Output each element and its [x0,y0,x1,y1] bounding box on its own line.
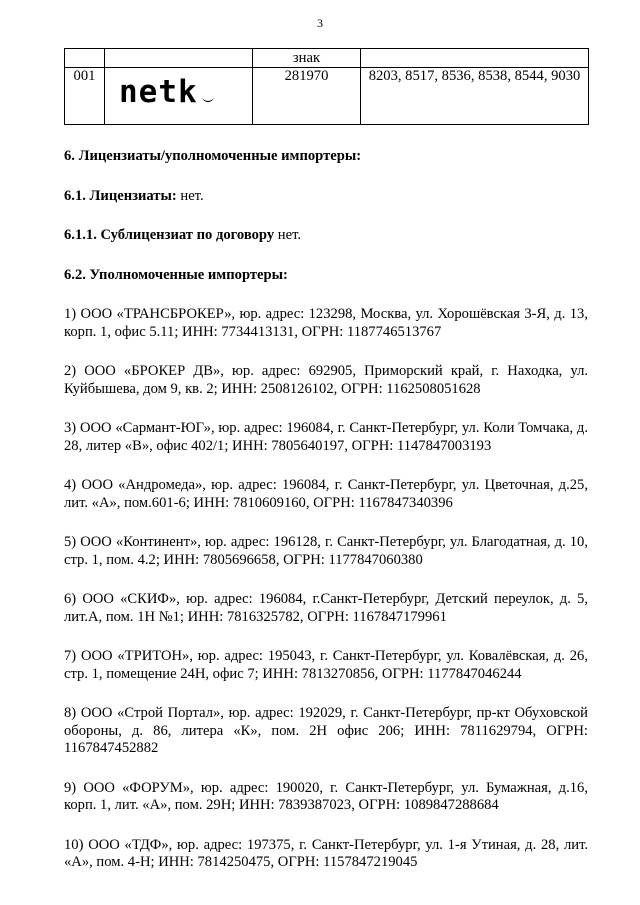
header-cell-3: знак [253,49,361,68]
importer-entry: 7) ООО «ТРИТОН», юр. адрес: 195043, г. Санкт-Петербург, ул. Ковалёвская, д. 26, стр. 1, помещение 24Н, офис 7; ИНН: 7813270856, ОГРН: 1177847046244 [64,648,588,682]
header-cell-2 [105,49,253,68]
importer-entry: 8) ООО «Строй Портал», юр. адрес: 192029, г. Санкт-Петербург, пр-кт Обуховской обороны, д. 86, литера «К», пом. 2Н офис 206; ИНН: 7811629794, ОГРН: 1167847452882 [64,705,588,756]
importer-entry: 6) ООО «СКИФ», юр. адрес: 196084, г.Санкт-Петербург, Детский переулок, д. 5, лит.А, пом. 1Н №1; ИНН: 7816325782, ОГРН: 1167847179961 [64,591,588,625]
document-body [64,148,588,894]
page-number: 3 [317,16,323,30]
section-6-1-value: нет. [176,187,204,204]
importer-entry: 5) ООО «Континент», юр. адрес: 196128, г. Санкт-Петербург, ул. Благодатная, д. 10, стр. 1, пом. 4.2; ИНН: 7805696658, ОГРН: 1177847060380 [64,534,588,568]
importer-entry: 4) ООО «Андромеда», юр. адрес: 196084, г. Санкт-Петербург, ул. Цветочная, д.25, лит. «А», пом.601-6; ИНН: 7810609160, ОГРН: 1167847340396 [64,477,588,511]
netk-logo [109,68,248,118]
section-6-1-label: 6.1. Лицензиаты: [64,187,177,204]
section-6-1-1 [64,227,588,245]
importer-entry: 2) ООО «БРОКЕР ДВ», юр. адрес: 692905, Приморский край, г. Находка, ул. Куйбышева, дом 9, кв. 2; ИНН: 2508126102, ОГРН: 1162508051628 [64,363,588,397]
product-codes: 8203, 8517, 8536, 8538, 8544, 9030 [361,68,589,125]
header-cell-1 [65,49,105,68]
importer-entry: 3) ООО «Сармант-ЮГ», юр. адрес: 196084, г. Санкт-Петербург, ул. Коли Томчака, д. 28, литер «В», офис 402/1; ИНН: 7805640197, ОГРН: 1147847003193 [64,420,588,454]
section-6-heading: 6. Лицензиаты/уполномоченные импортеры: [64,148,362,164]
importer-entry: 10) ООО «ТДФ», юр. адрес: 197375, г. Санкт-Петербург, ул. 1-я Утиная, д. 28, лит. «А», пом. 4-Н; ИНН: 7814250475, ОГРН: 1157847219045 [64,836,588,870]
table-row [65,68,589,125]
logo-text: netk [119,74,198,111]
importer-entry: 9) ООО «ФОРУМ», юр. адрес: 190020, г. Санкт-Петербург, ул. Бумажная, д.16, корп. 1, лит. «А», пом. 29Н; ИНН: 7839387023, ОГРН: 1089847288684 [64,779,588,813]
section-6-1 [64,188,588,206]
row-number: 001 [65,68,105,125]
crescent-icon [200,87,216,103]
section-6-1-1-value: нет. [274,227,302,243]
header-cell-4 [361,49,589,68]
logo-cell [105,68,253,125]
section-6-1-1-label: 6.1.1. Сублицензиат по договору [64,227,275,243]
trademark-table [64,48,589,125]
table-header-row [65,49,589,68]
section-6-2-heading: 6.2. Уполномоченные импортеры: [64,266,288,283]
registration-number: 281970 [253,68,361,125]
importer-entry: 1) ООО «ТРАНСБРОКЕР», юр. адрес: 123298, Москва, ул. Хорошёвская 3-Я, д. 13, корп. 1, офис 5.11; ИНН: 7734413131, ОГРН: 1187746513767 [64,306,588,340]
